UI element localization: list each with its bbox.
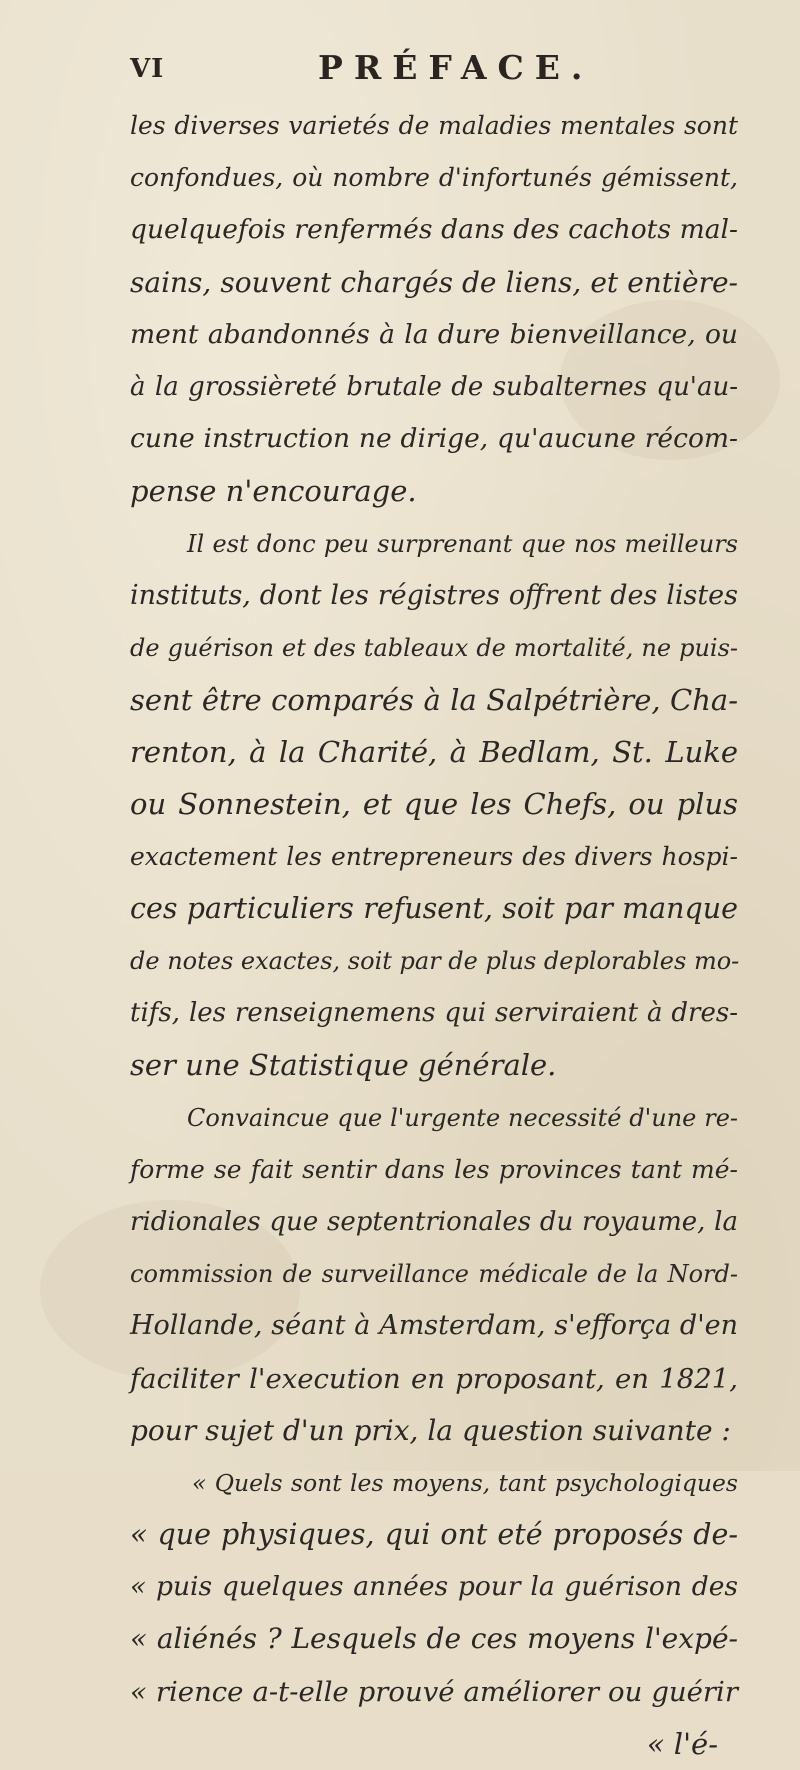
text-line: instituts, dont les régistres offrent des listes [130,579,738,611]
text-line: ment abandonnés à la dure bienveillance, ou [130,318,738,350]
text-line: faciliter l'execution en proposant, en 1821, [130,1362,738,1395]
text-line: ridionales que septentrionales du royaume, la [130,1206,738,1237]
text-line: ces particuliers refusent, soit par manque [130,891,738,925]
text-line: de notes exactes, soit par de plus deplorables mo- [130,947,740,975]
running-title: PRÉFACE. [318,48,594,87]
text-line: pense n'encourage. [130,474,417,509]
text-line: ou Sonnestein, et que les Chefs, ou plus [130,787,738,822]
text-line: quelquefois renfermés dans des cachots mal- [130,214,738,246]
quote-line: « aliénés ? Lesquels de ces moyens l'expé- [130,1622,738,1656]
text-line: Il est donc peu surprenant que nos meilleurs [187,529,738,558]
text-line: Hollande, séant à Amsterdam, s'efforça d'en [130,1310,738,1342]
page-header [0,48,800,88]
text-line: sent être comparés à la Salpétrière, Cha- [130,683,738,718]
text-line: à la grossièreté brutale de subalternes qu'au- [130,371,738,402]
page-number: VI [130,54,165,84]
text-line: commission de surveillance médicale de la Nord- [130,1260,738,1289]
text-line: ser une Statistique générale. [130,1048,557,1083]
text-line: Convaincue que l'urgente necessité d'une re- [187,1103,738,1132]
text-line: pour sujet d'un prix, la question suivante : [130,1413,731,1447]
text-line: sains, souvent chargés de liens, et entière- [130,265,738,299]
body-text [130,100,738,1770]
text-line: cune instruction ne dirige, qu'aucune récom- [130,423,738,455]
quote-line: « Quels sont les moyens, tant psychologiques [192,1468,738,1497]
text-line: les diverses varietés de maladies mentales sont [130,111,738,140]
text-line: tifs, les renseignemens qui serviraient à dres- [130,998,738,1029]
catchword: « l'é- [646,1726,718,1761]
text-line: forme se fait sentir dans les provinces tant mé- [130,1154,738,1184]
text-line: confondues, où nombre d'infortunés gémissent, [130,163,738,193]
quote-line: « rience a-t-elle prouvé améliorer ou guérir [130,1675,738,1708]
text-line: de guérison et des tableaux de mortalité, ne puis- [130,633,738,662]
text-line: exactement les entrepreneurs des divers hospi- [130,841,738,871]
quote-line: « puis quelques années pour la guérison des [130,1571,738,1603]
text-line: renton, à la Charité, à Bedlam, St. Luke [130,735,738,770]
quote-line: « que physiques, qui ont eté proposés de- [130,1518,738,1552]
